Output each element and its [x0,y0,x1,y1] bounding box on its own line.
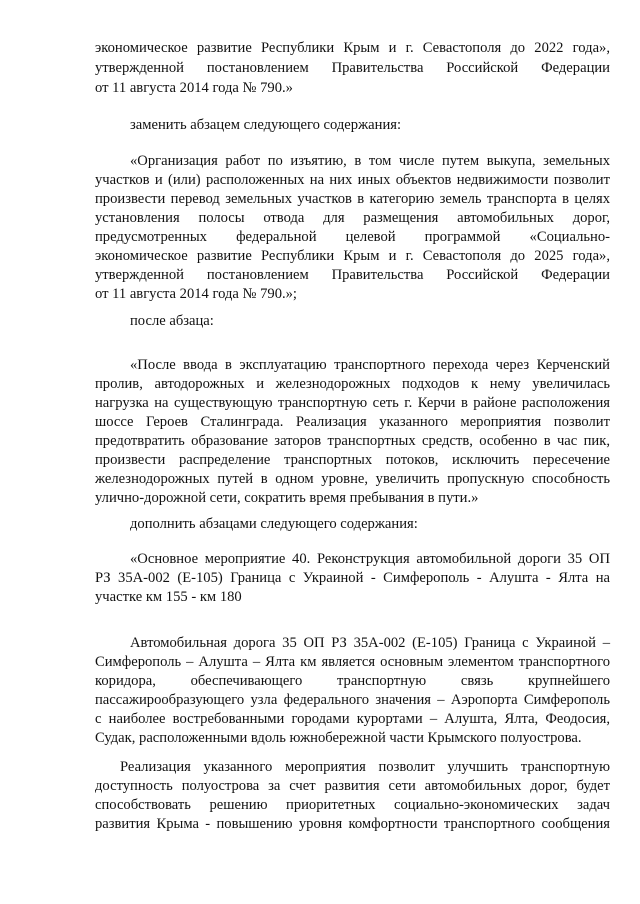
text-line: предусмотренных федеральной целевой программой «Социально- [95,229,610,245]
text-line: заменить абзацем следующего содержания: [130,117,402,133]
text-line: участке км 155 - км 180 [95,589,242,605]
text-line: утвержденной постановлением Правительства Российской Федерации [95,267,610,283]
text-line: участков и (или) расположенных на них иных объектов недвижимости позволит [95,172,610,188]
text-line: Симферополь – Алушта – Ялта км является основным элементом транспортного [95,654,610,670]
text-line: произвести перевод земельных участков в категорию земель транспорта в целях [95,191,610,207]
text-line: после абзаца: [130,313,214,329]
text-line: пролив, автодорожных и железнодорожных подходов к нему увеличилась [95,376,610,392]
text-line: «Организация работ по изъятию, в том числе путем выкупа, земельных [130,153,610,169]
text-line: «Основное мероприятие 40. Реконструкция автомобильной дороги 35 ОП [130,551,610,567]
text-line: шоссе Героев Сталинграда. Реализация указанного мероприятия позволит [95,414,610,430]
text-line: нагрузка на существующую транспортную сеть г. Керчи в районе расположения [95,395,610,411]
text-line: от 11 августа 2014 года № 790.» [95,80,293,96]
text-line: пассажирообразующего узла федерального значения – Аэропорта Симферополь [95,692,610,708]
text-line: предотвратить образование заторов транспортных средств, особенно в час пик, [95,433,610,449]
text-line: Автомобильная дорога 35 ОП РЗ 35А-002 (Е-105) Граница с Украиной – [130,635,610,651]
text-line: доступность полуострова за счет развития сети автомобильных дорог, будет [95,778,610,794]
text-line: утвержденной постановлением Правительства Российской Федерации [95,60,610,76]
text-line: дополнить абзацами следующего содержания: [130,516,418,532]
text-line: от 11 августа 2014 года № 790.»; [95,286,297,302]
text-line: экономическое развитие Республики Крым и г. Севастополя до 2025 года», [95,248,610,264]
text-line: «После ввода в эксплуатацию транспортного перехода через Керченский [130,357,610,373]
text-line: Реализация указанного мероприятия позволит улучшить транспортную [120,759,610,775]
text-line: способствовать решению приоритетных социально-экономических задач [95,797,610,813]
text-line: развития Крыма - повышению уровня комфортности транспортного сообщения [95,816,610,832]
text-line: коридора, обеспечивающего транспортную связь крупнейшего [95,673,610,689]
text-line: экономическое развитие Республики Крым и г. Севастополя до 2022 года», [95,40,610,56]
text-line: железнодорожных путей в одном уровне, увеличить пропускную способность [95,471,610,487]
text-line: установления полосы отвода для размещения автомобильных дорог, [95,210,610,226]
text-line: улично-дорожной сети, сократить время пребывания в пути.» [95,490,479,506]
text-line: РЗ 35А-002 (Е-105) Граница с Украиной - Симферополь - Алушта - Ялта на [95,570,610,586]
text-line: с наиболее востребованными городами курортами – Алушта, Ялта, Феодосия, [95,711,610,727]
text-line: произвести распределение транспортных потоков, исключить пересечение [95,452,610,468]
text-line: Судак, расположенными вдоль южнобережной части Крымского полуострова. [95,730,582,746]
